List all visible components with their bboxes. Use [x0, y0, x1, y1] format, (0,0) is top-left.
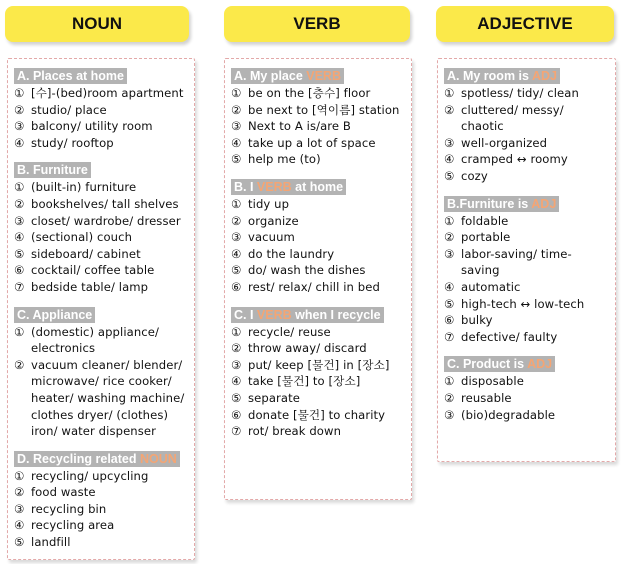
section-title-highlight: ADJ [531, 69, 557, 83]
noun-box [7, 58, 195, 560]
item-text: cramped ↔ roomy [461, 152, 568, 167]
item-number: ① [14, 468, 25, 483]
list-item [231, 85, 405, 102]
item-number: ② [444, 390, 455, 405]
item-text: vacuum cleaner/ blender/ microwave/ rice cooker/ heater/ washing machine/ clothes dryer/ (clothes) iron/ water dispenser [31, 357, 185, 439]
item-number: ④ [231, 374, 242, 389]
item-number: ① [14, 86, 25, 100]
item-number: ⑤ [231, 390, 242, 405]
item-number: ④ [444, 152, 455, 167]
section-title [444, 196, 559, 212]
item-text: bookshelves/ tall shelves [31, 196, 179, 211]
verb-box [224, 58, 412, 500]
item-text: recycle/ reuse [248, 324, 331, 339]
item-text: automatic [461, 279, 521, 294]
item-number: ⑤ [14, 246, 25, 261]
item-text: (built-in) furniture [31, 180, 137, 195]
item-text: Next to A is/are B [248, 119, 351, 134]
list-item [231, 407, 405, 424]
list-item [231, 357, 405, 374]
noun-header-label: NOUN [71, 14, 123, 33]
item-number: ② [444, 102, 455, 117]
item-text: vacuum [248, 230, 295, 245]
section-title [444, 68, 560, 84]
list-item [231, 196, 405, 213]
list-item [444, 279, 609, 296]
item-number: ② [14, 485, 25, 500]
list-item [444, 312, 609, 329]
item-text: [수]-(bed)room apartment [31, 86, 184, 100]
section-title [14, 451, 180, 467]
list-item [231, 151, 405, 168]
section-title-highlight: ADJ [531, 196, 557, 211]
list-item [444, 296, 609, 313]
item-number: ⑤ [231, 263, 242, 278]
item-number: ① [231, 86, 242, 100]
item-number: ③ [231, 230, 242, 245]
section-title [444, 356, 555, 372]
item-number: ② [14, 102, 25, 117]
item-number: ① [444, 86, 455, 100]
item-text: portable [461, 230, 511, 245]
section [14, 448, 188, 551]
list-item [231, 423, 405, 440]
item-number: ⑥ [231, 279, 242, 294]
item-text: take [물건] to [장소] [248, 374, 361, 389]
item-text: labor-saving/ time-saving [461, 246, 572, 278]
item-text: bulky [461, 313, 493, 328]
list-item [231, 279, 405, 296]
section-title-highlight: VERB [306, 69, 341, 83]
item-text: cluttered/ messy/ chaotic [461, 102, 564, 134]
item-text: cocktail/ coffee table [31, 263, 155, 278]
list-item [444, 85, 609, 102]
section-title-highlight: VERB [256, 179, 292, 194]
item-text: separate [248, 390, 300, 405]
item-number: ① [444, 374, 455, 389]
item-text: high-tech ↔ low-tech [461, 296, 585, 311]
item-text: closet/ wardrobe/ dresser [31, 213, 181, 228]
adjective-box [437, 58, 616, 462]
item-number: ② [231, 213, 242, 228]
item-text: take up a lot of space [248, 135, 376, 150]
item-number: ④ [231, 135, 242, 150]
list-item [14, 324, 188, 357]
list-item [14, 85, 188, 102]
item-number: ④ [14, 230, 25, 245]
item-text: foldable [461, 213, 509, 228]
section-title-text: at home [291, 179, 344, 194]
list-item [231, 118, 405, 135]
item-number: ⑦ [231, 424, 242, 439]
item-number: ④ [444, 279, 455, 294]
list-item [444, 229, 609, 246]
verb-header [224, 6, 410, 42]
list-item [14, 213, 188, 230]
item-text: (bio)degradable [461, 407, 556, 422]
section [14, 159, 188, 295]
item-text: defective/ faulty [461, 329, 558, 344]
item-number: ⑦ [444, 329, 455, 344]
list-item [231, 262, 405, 279]
list-item [444, 329, 609, 346]
item-number: ⑤ [444, 296, 455, 311]
list-item [444, 407, 609, 424]
list-item [231, 390, 405, 407]
item-number: ② [444, 230, 455, 245]
item-number: ⑤ [231, 152, 242, 167]
item-number: ③ [444, 135, 455, 150]
item-text: be on the [층수] floor [248, 86, 371, 100]
item-text: tidy up [248, 196, 290, 211]
item-number: ⑤ [14, 535, 25, 550]
list-item [444, 246, 609, 279]
list-item [444, 373, 609, 390]
list-item [14, 102, 188, 119]
section-title-text: B. Furniture [17, 163, 88, 178]
item-text: study/ rooftop [31, 135, 114, 150]
item-text: organize [248, 213, 299, 228]
item-text: cozy [461, 168, 488, 183]
item-text: help me (to) [248, 152, 321, 167]
section-title-text: C. I [234, 307, 257, 322]
item-text: (domestic) appliance/ electronics [31, 324, 160, 356]
item-text: recycling area [31, 518, 115, 533]
section-title [231, 307, 384, 323]
section [231, 65, 405, 168]
item-text: bedside table/ lamp [31, 279, 149, 294]
list-item [444, 135, 609, 152]
item-text: landfill [31, 535, 71, 550]
item-number: ③ [231, 357, 242, 372]
item-text: recycling bin [31, 501, 107, 516]
list-item [231, 324, 405, 341]
list-item [14, 468, 188, 485]
list-item [231, 102, 405, 119]
section-title [14, 68, 127, 84]
item-number: ⑦ [14, 279, 25, 294]
list-item [14, 135, 188, 152]
item-text: sideboard/ cabinet [31, 246, 141, 261]
item-number: ④ [14, 518, 25, 533]
item-text: rot/ break down [248, 424, 342, 439]
section [231, 304, 405, 440]
adjective-header [436, 6, 614, 42]
list-item [444, 151, 609, 168]
section-title-highlight: ADJ [527, 357, 553, 372]
item-text: donate [물건] to charity [248, 407, 386, 422]
section [444, 193, 609, 346]
item-text: reusable [461, 390, 512, 405]
list-item [444, 168, 609, 185]
item-number: ② [14, 357, 25, 372]
item-text: do the laundry [248, 246, 335, 261]
list-item [231, 229, 405, 246]
item-text: throw away/ discard [248, 341, 367, 356]
section-title-text: B. I [234, 179, 257, 194]
section [14, 65, 188, 151]
item-text: rest/ relax/ chill in bed [248, 279, 380, 294]
section-title [14, 307, 95, 323]
item-text: food waste [31, 485, 96, 500]
section-title [14, 162, 91, 178]
list-item [231, 373, 405, 390]
list-item [14, 517, 188, 534]
item-text: (sectional) couch [31, 230, 133, 245]
item-text: balcony/ utility room [31, 119, 153, 134]
item-text: spotless/ tidy/ clean [461, 86, 579, 100]
section-title-highlight: VERB [256, 307, 292, 322]
section [444, 65, 609, 185]
list-item [14, 262, 188, 279]
noun-header [5, 6, 189, 42]
list-item [231, 213, 405, 230]
item-number: ① [444, 213, 455, 228]
list-item [14, 534, 188, 551]
list-item [14, 357, 188, 440]
section [231, 176, 405, 296]
item-number: ② [231, 341, 242, 356]
section [14, 304, 188, 440]
section-title-highlight: NOUN [139, 451, 177, 466]
section-title-text: A. Places at home [17, 69, 124, 83]
adjective-header-label: ADJECTIVE [477, 14, 573, 33]
section-title-text: D. Recycling related [17, 451, 140, 466]
list-item [14, 196, 188, 213]
item-text: recycling/ upcycling [31, 468, 149, 483]
item-number: ④ [14, 135, 25, 150]
list-item [14, 118, 188, 135]
list-item [444, 102, 609, 135]
item-text: do/ wash the dishes [248, 263, 366, 278]
section-title-text: C. Appliance [17, 307, 93, 322]
list-item [231, 340, 405, 357]
list-item [231, 135, 405, 152]
item-number: ② [14, 196, 25, 211]
section-title-text: when I recycle [291, 307, 381, 322]
item-number: ⑤ [444, 168, 455, 183]
verb-header-label: VERB [293, 14, 341, 33]
item-number: ① [231, 324, 242, 339]
item-number: ③ [14, 119, 25, 134]
list-item [14, 179, 188, 196]
item-number: ③ [444, 407, 455, 422]
item-number: ① [231, 196, 242, 211]
list-item [14, 484, 188, 501]
section-title-text: C. Product is [447, 357, 528, 372]
list-item [231, 246, 405, 263]
item-number: ③ [444, 246, 455, 261]
list-item [14, 501, 188, 518]
list-item [444, 213, 609, 230]
item-number: ③ [14, 213, 25, 228]
item-number: ① [14, 324, 25, 339]
section-title-text: A. My place [234, 69, 307, 83]
item-text: put/ keep [물건] in [장소] [248, 357, 390, 372]
list-item [14, 279, 188, 296]
item-number: ③ [231, 119, 242, 134]
item-text: disposable [461, 374, 524, 389]
item-number: ② [231, 102, 242, 117]
section-title-text: B.Furniture is [447, 196, 532, 211]
item-text: well-organized [461, 135, 548, 150]
item-text: be next to [역이름] station [248, 102, 400, 117]
item-text: studio/ place [31, 102, 107, 117]
item-number: ① [14, 180, 25, 195]
list-item [14, 246, 188, 263]
item-number: ④ [231, 246, 242, 261]
list-item [14, 229, 188, 246]
list-item [444, 390, 609, 407]
item-number: ⑥ [444, 313, 455, 328]
item-number: ⑥ [14, 263, 25, 278]
item-number: ③ [14, 501, 25, 516]
section-title [231, 179, 346, 195]
section-title-text: A. My room is [447, 69, 532, 83]
item-number: ⑥ [231, 407, 242, 422]
section [444, 353, 609, 423]
section-title [231, 68, 344, 84]
